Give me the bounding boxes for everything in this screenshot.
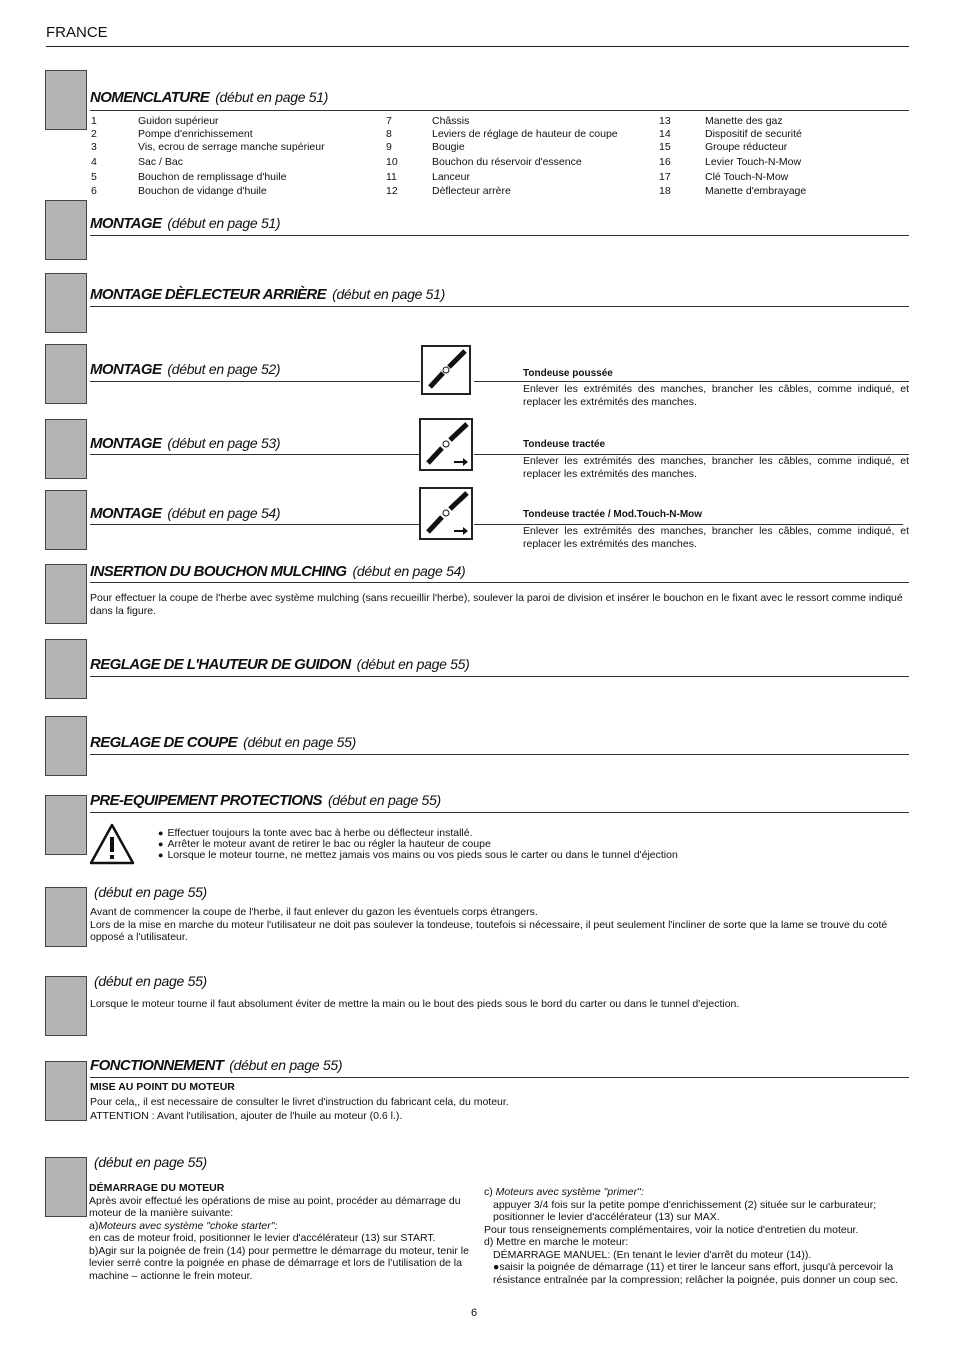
nom-label: Lanceur: [432, 171, 470, 183]
page-number: 6: [471, 1307, 478, 1319]
section-rule: [90, 754, 909, 755]
demarrage-step-a-text: en cas de moteur froid, positionner le levier d'accélérateur (13) sur START.: [89, 1232, 436, 1244]
nom-number: 18: [659, 185, 671, 197]
section-rule: [90, 812, 909, 813]
section-marker: [45, 1061, 87, 1121]
section-marker: [45, 887, 87, 947]
nom-number: 5: [91, 171, 97, 183]
nom-label: Leviers de réglage de hauteur de coupe: [432, 128, 618, 140]
nom-number: 15: [659, 141, 671, 153]
demarrage-intro: Après avoir effectué les opérations de mise au point, procéder au démarrage du moteur de la manière suivante:: [89, 1194, 461, 1219]
montage-52-text: Enlever les extrémités des manches, brancher les câbles, comme indiqué, et replacer les extrémités des manches.: [523, 383, 909, 408]
demarrage-step-c-text: appuyer 3/4 fois sur la petite pompe d'enrichissement (2) située sur le carburateur; positionner le levier d'accélérateur (13) sur MAX.: [493, 1198, 877, 1223]
coupe-title: REGLAGE DE COUPE (début en page 55): [90, 734, 357, 751]
section-marker: [45, 564, 87, 624]
nom-number: 10: [386, 156, 398, 168]
montage-54-subtitle: Tondeuse tractée / Mod.Touch-N-Mow: [523, 509, 703, 520]
cable-assembly-icon: [419, 418, 473, 471]
nom-number: 6: [91, 185, 97, 197]
mulching-title: INSERTION DU BOUCHON MULCHING (début en page 54): [90, 563, 466, 580]
section-13-text: Lorsque le moteur tourne il faut absolument éviter de mettre la main ou le bout des pieds sous le bord du carter ou dans le tunnel d'ejection.: [90, 998, 740, 1010]
section-marker: [45, 639, 87, 699]
section-13-ref: (début en page 55): [94, 973, 207, 989]
demarrage-left-column: [89, 1182, 471, 1282]
section-12-line: Avant de commencer la coupe de l'herbe, il faut enlever du gazon les éventuels corps étrangers.: [90, 906, 538, 918]
nom-label: Bougie: [432, 141, 465, 153]
section-rule: [90, 676, 909, 677]
nom-number: 8: [386, 128, 392, 140]
nom-label: Châssis: [432, 115, 470, 127]
section-marker: [45, 70, 87, 130]
nom-label: Sac / Bac: [138, 156, 183, 168]
protection-bullet: ● Lorsque le moteur tourne, ne mettez jamais vos mains ou vos pieds sous le carter ou dans le tunnel d'éjection: [158, 849, 678, 861]
deflecteur-title: MONTAGE DÈFLECTEUR ARRIÈRE (début en page 51): [90, 286, 445, 303]
fonctionnement-title: FONCTIONNEMENT (début en page 55): [90, 1057, 343, 1074]
montage-52-subtitle: Tondeuse poussée: [523, 368, 613, 379]
nom-number: 1: [91, 115, 97, 127]
demarrage-step-c: c) Moteurs avec système "primer":: [484, 1186, 644, 1198]
montage-54-text: Enlever les extrémités des manches, brancher les câbles, comme indiqué, et replacer les extrémités des manches.: [523, 525, 909, 550]
section-marker: [45, 419, 87, 479]
demarrage-manual: DÉMARRAGE MANUEL: (En tenant le levier d'arrêt du moteur (14)).: [493, 1248, 812, 1261]
section-marker: [45, 273, 87, 333]
nom-label: Bouchon de vidange d'huile: [138, 185, 267, 197]
section-rule: [90, 381, 420, 382]
section-rule: [90, 306, 909, 307]
section-rule: [90, 582, 909, 583]
nom-label: Dispositif de securité: [705, 128, 802, 140]
nom-label: Groupe réducteur: [705, 141, 788, 153]
nom-number: 2: [91, 128, 97, 140]
montage-53-subtitle: Tondeuse tractée: [523, 439, 606, 450]
warning-icon: [89, 822, 135, 871]
cable-assembly-icon: [421, 345, 471, 395]
section-rule: [90, 235, 909, 236]
section-rule: [90, 454, 420, 455]
nom-label: Bouchon du réservoir d'essence: [432, 156, 582, 168]
nom-number: 12: [386, 185, 398, 197]
section-marker: [45, 490, 87, 550]
nom-number: 11: [386, 171, 397, 183]
nom-number: 13: [659, 115, 671, 127]
nom-number: 16: [659, 156, 671, 168]
section-12-text: [90, 906, 909, 944]
header-rule: [46, 46, 909, 47]
guidon-title: REGLAGE DE L'HAUTEUR DE GUIDON (début en page 55): [90, 656, 470, 673]
demarrage-ref: (début en page 55): [94, 1154, 207, 1170]
demarrage-step-d: d) Mettre en marche le moteur:: [484, 1236, 629, 1248]
demarrage-subtitle: DÉMARRAGE DU MOTEUR: [89, 1182, 225, 1194]
demarrage-bullet: ●saisir la poignée de démarrage (11) et tirer le lanceur sans effort, jusqu'à percevoir la résistance entraînée par la compression; relâcher la poignée, puis donner un coup sec.: [493, 1261, 899, 1286]
nom-number: 9: [386, 141, 392, 153]
fonctionnement-subtitle: MISE AU POINT DU MOTEUR: [90, 1081, 235, 1093]
nomenclature-title: NOMENCLATURE (début en page 51): [90, 89, 329, 106]
nom-number: 14: [659, 128, 671, 140]
nom-label: Vis, ecrou de serrage manche supérieur: [138, 141, 325, 153]
section-marker: [45, 716, 87, 776]
section-marker: [45, 976, 87, 1036]
section-marker: [45, 200, 87, 260]
demarrage-step-b: b)Agir sur la poignée de frein (14) pour permettre le démarrage du moteur, tenir le levier serré contre la poignée en phase de démarrage et lors de l’utilisation de la machine – actionne le frein moteur.: [89, 1244, 469, 1282]
nom-number: 3: [91, 141, 97, 153]
montage-54-title: MONTAGE (début en page 54): [90, 505, 281, 522]
nom-label: Manette d'embrayage: [705, 185, 807, 197]
montage-53-text: Enlever les extrémités des manches, brancher les câbles, comme indiqué, et replacer les extrémités des manches.: [523, 455, 909, 480]
nom-label: Bouchon de remplissage d'huile: [138, 171, 287, 183]
nom-label: Levier Touch-N-Mow: [705, 156, 802, 168]
demarrage-info: Pour tous renseignements complémentaires, voir la notice d'entretien du moteur.: [484, 1223, 859, 1236]
section-marker: [45, 344, 87, 404]
section-rule: [474, 381, 909, 382]
nom-number: 7: [386, 115, 392, 127]
nom-number: 4: [91, 156, 97, 168]
nom-label: Pompe d'enrichissement: [138, 128, 253, 140]
montage-53-title: MONTAGE (début en page 53): [90, 435, 281, 452]
section-12-line: Lors de la mise en marche du moteur l'utilisateur ne doit pas soulever la tondeuse, toutefois si nécessaire, il peut seulement l'incliner de sorte que la lame se trouve du coté opposé a l'utilisateur.: [90, 918, 888, 943]
protection-bullet: ● Effectuer toujours la tonte avec bac à herbe ou déflecteur installé.: [158, 827, 473, 839]
nom-label: Manette des gaz: [705, 115, 783, 127]
section-12-ref: (début en page 55): [94, 884, 207, 900]
section-rule: [90, 1077, 909, 1078]
nom-label: Clé Touch-N-Mow: [705, 171, 789, 183]
mulching-text: Pour effectuer la coupe de l'herbe avec système mulching (sans recueillir l'herbe), soulever la paroi de division et insérer le bouchon en le fixant avec le ressort comme indiqué dans la figure.: [90, 592, 903, 617]
nom-label: Dèflecteur arrère: [432, 185, 511, 197]
demarrage-step-a: a)Moteurs avec système "choke starter":: [89, 1219, 278, 1232]
fonctionnement-attention: ATTENTION : Avant l'utilisation, ajouter de l'huile au moteur (0.6 l.).: [90, 1110, 403, 1122]
montage-title: MONTAGE (début en page 51): [90, 215, 281, 232]
protection-bullet: ● Arrêter le moteur avant de retirer le bac ou régler la hauteur de coupe: [158, 838, 491, 850]
montage-52-title: MONTAGE (début en page 52): [90, 361, 281, 378]
nom-label: Guidon supérieur: [138, 115, 219, 127]
demarrage-right-column: [484, 1186, 909, 1286]
section-rule: [90, 110, 909, 111]
nom-number: 17: [659, 171, 671, 183]
section-rule: [90, 524, 420, 525]
protections-title: PRE-EQUIPEMENT PROTECTIONS (début en page 55): [90, 792, 441, 809]
section-marker: [45, 1157, 87, 1217]
section-marker: [45, 795, 87, 855]
cable-assembly-icon: [419, 487, 473, 540]
country-label: FRANCE: [46, 24, 108, 41]
fonctionnement-line: Pour cela,, il est necessaire de consulter le livret d'instruction du fabricant cela, du moteur.: [90, 1096, 509, 1108]
